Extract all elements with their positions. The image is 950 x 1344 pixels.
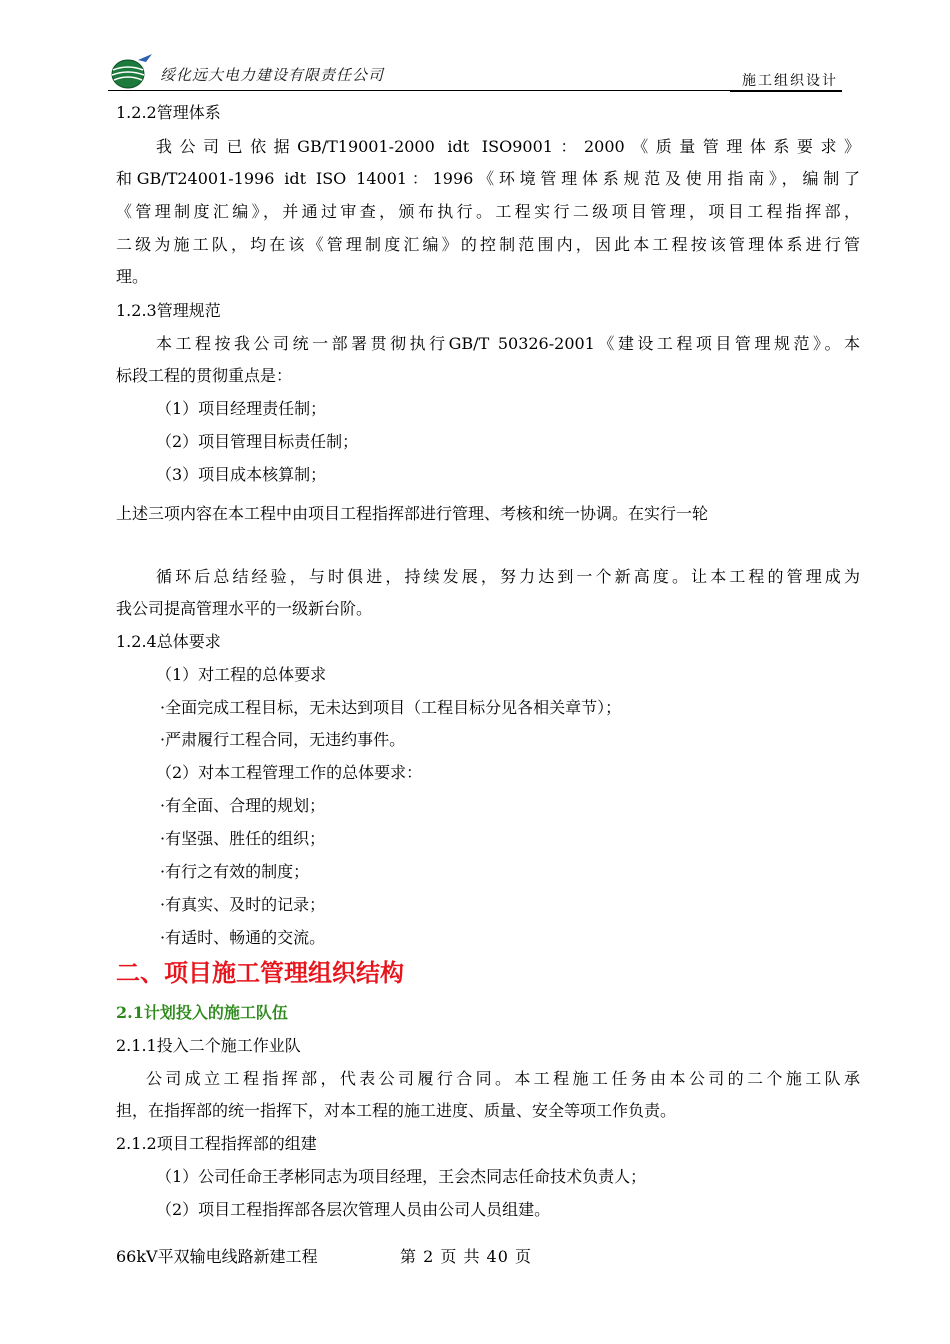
paragraph-line: 和GB/T24001-1996 idt ISO 14001：1996《环境管理体系规范及使用指南》，编制了 [116,169,860,188]
list-item: （1）公司任命王孝彬同志为项目经理，王会杰同志任命技术负责人； [156,1167,647,1186]
list-item: （2）项目工程指挥部各层次管理人员由公司人员组建。 [156,1200,551,1219]
section-heading-2-1: 2.1计划投入的施工队伍 [116,1003,288,1022]
paragraph-line: 本工程按我公司统一部署贯彻执行GB/T 50326-2001《建设工程项目管理规范》。本 [156,334,860,353]
chapter-heading-2: 二、项目施工管理组织结构 [116,958,404,987]
bullet-item: ·有全面、合理的规划； [160,796,326,815]
list-item: （1）项目经理责任制； [156,399,327,418]
paragraph-line: 我公司已依据GB/T19001-2000 idt ISO9001：2000《质量管理体系要求》 [156,137,860,156]
list-item: （2）对本工程管理工作的总体要求： [156,763,423,782]
list-item: （1）对工程的总体要求 [156,665,327,684]
section-heading-1-2-3: 1.2.3管理规范 [116,301,221,320]
paragraph-line: 担，在指挥部的统一指挥下，对本工程的施工进度、质量、安全等项工作负责。 [116,1101,677,1120]
paragraph-line: 公司成立工程指挥部，代表公司履行合同。本工程施工任务由本公司的二个施工队承 [146,1069,860,1088]
globe-logo-icon [108,52,156,92]
section-heading-2-1-1: 2.1.1投入二个施工作业队 [116,1036,301,1055]
paragraph-line: 我公司提高管理水平的一级新台阶。 [116,599,373,618]
list-item: （2）项目管理目标责任制； [156,432,359,451]
section-heading-1-2-2: 1.2.2管理体系 [116,103,221,122]
footer-page-number: 第 2 页 共 40 页 [400,1247,532,1266]
section-heading-1-2-4: 1.2.4总体要求 [116,632,221,651]
list-item: （3）项目成本核算制； [156,465,327,484]
paragraph-line: 二级为施工队，均在该《管理制度汇编》的控制范围内，因此本工程按该管理体系进行管 [116,235,860,254]
footer-project-name: 66kV平双输电线路新建工程 [116,1247,318,1266]
header-rule-thick [730,90,842,92]
bullet-item: ·有坚强、胜任的组织； [160,829,326,848]
paragraph-line: 循环后总结经验，与时俱进，持续发展，努力达到一个新高度。让本工程的管理成为 [156,567,860,586]
document-title: 施工组织设计 [742,73,838,89]
bullet-item: ·严肃履行工程合同，无违约事件。 [160,730,406,749]
bullet-item: ·全面完成工程目标，无未达到项目（工程目标分见各相关章节）； [160,698,622,717]
bullet-item: ·有真实、及时的记录； [160,895,326,914]
paragraph-line: 上述三项内容在本工程中由项目工程指挥部进行管理、考核和统一协调。在实行一轮 [116,504,709,523]
paragraph-line: 《管理制度汇编》，并通过审查，颁布执行。工程实行二级项目管理，项目工程指挥部， [116,202,860,221]
paragraph-line: 标段工程的贯彻重点是： [116,366,293,385]
paragraph-line: 理。 [116,267,149,286]
bullet-item: ·有行之有效的制度； [160,862,310,881]
bullet-item: ·有适时、畅通的交流。 [160,928,326,947]
company-name: 绥化远大电力建设有限责任公司 [160,66,385,84]
section-heading-2-1-2: 2.1.2项目工程指挥部的组建 [116,1134,317,1153]
